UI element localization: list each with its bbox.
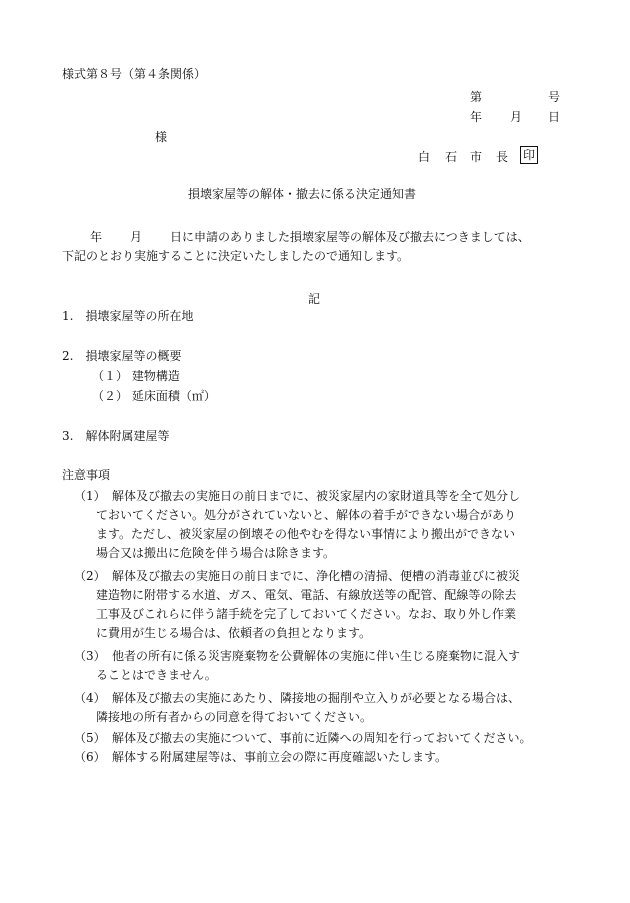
- intro-line-1: 日に申請のありました損壊家屋等の解体及び撤去につきましては、: [170, 230, 530, 244]
- note-4-line-2: 隣接地の所有者からの同意を得ておいてください。: [96, 710, 373, 724]
- seal-mark: 印: [520, 146, 538, 164]
- section-1: 1. 損壊家屋等の所在地: [62, 309, 194, 323]
- section-2-sub-2: （２） 延床面積（㎡）: [92, 389, 216, 403]
- ki-heading: 記: [308, 292, 321, 306]
- intro-year: 年: [90, 230, 103, 244]
- form-label: 様式第８号（第４条関係）: [62, 67, 207, 81]
- note-1-line-4: 場合又は搬出に危険を伴う場合は除きます。: [96, 546, 336, 560]
- intro-line-2: 下記のとおり実施することに決定いたしましたので通知します。: [62, 249, 410, 263]
- intro-month: 月: [130, 230, 143, 244]
- note-6-line-1: 解体する附属建屋等は、事前立会の際に再度確認いたします。: [112, 750, 448, 764]
- issuer-char-4: 長: [496, 150, 509, 164]
- recipient-honorific: 様: [155, 130, 168, 144]
- note-3-line-1: 他者の所有に係る災害廃棄物を公費解体の実施に伴い生じる廃棄物に混入す: [112, 649, 521, 663]
- note-1-line-2: ておいてください。処分がされていないと、解体の着手ができない場合があり: [96, 508, 517, 522]
- note-5-line-1: 解体及び撤去の実施について、事前に近隣への周知を行っておいてください。: [112, 731, 532, 745]
- note-1-line-3: ます。ただし、被災家屋の倒壊その他やむを得ない事情により搬出ができない: [96, 527, 516, 541]
- note-2-line-3: 工事及びこれらに伴う諸手続を完了しておいてください。なお、取り外し作業: [96, 607, 517, 621]
- date-month: 月: [510, 110, 523, 124]
- issuer-seal: [520, 146, 538, 164]
- document-title: 損壊家屋等の解体・撤去に係る決定通知書: [188, 187, 417, 201]
- section-2-sub-1: （１） 建物構造: [92, 369, 180, 383]
- note-4-line-1: 解体及び撤去の実施にあたり、隣接地の掘削や立入りが必要となる場合は、: [112, 691, 521, 705]
- note-3-line-2: ることはできません。: [96, 668, 217, 682]
- note-4-num: （4）: [74, 691, 106, 705]
- note-6-num: （6）: [74, 750, 106, 764]
- note-2-line-1: 解体及び撤去の実施日の前日までに、浄化槽の清掃、便槽の消毒並びに被災: [112, 569, 521, 583]
- issuer-char-3: 市: [470, 150, 483, 164]
- issuer-char-1: 白: [418, 150, 431, 164]
- note-2-line-2: 建造物に附帯する水道、ガス、電気、電話、有線放送等の配管、配線等の除去: [96, 588, 517, 602]
- date-year: 年: [470, 110, 483, 124]
- issue-number-prefix: 第: [470, 90, 483, 104]
- note-1-line-1: 解体及び撤去の実施日の前日までに、被災家屋内の家財道具等を全て処分し: [112, 489, 521, 503]
- section-3: 3. 解体附属建屋等: [62, 429, 170, 443]
- note-1-num: （1）: [74, 489, 106, 503]
- note-2-num: （2）: [74, 569, 106, 583]
- note-5-num: （5）: [74, 731, 106, 745]
- note-3-num: （3）: [74, 649, 106, 663]
- section-2: 2. 損壊家屋等の概要: [62, 349, 182, 363]
- notes-heading: 注意事項: [62, 468, 111, 482]
- note-2-line-4: に費用が生じる場合は、依頼者の負担となります。: [96, 626, 372, 640]
- date-day: 日: [548, 110, 561, 124]
- issuer-char-2: 石: [445, 150, 458, 164]
- issue-number-suffix: 号: [548, 90, 561, 104]
